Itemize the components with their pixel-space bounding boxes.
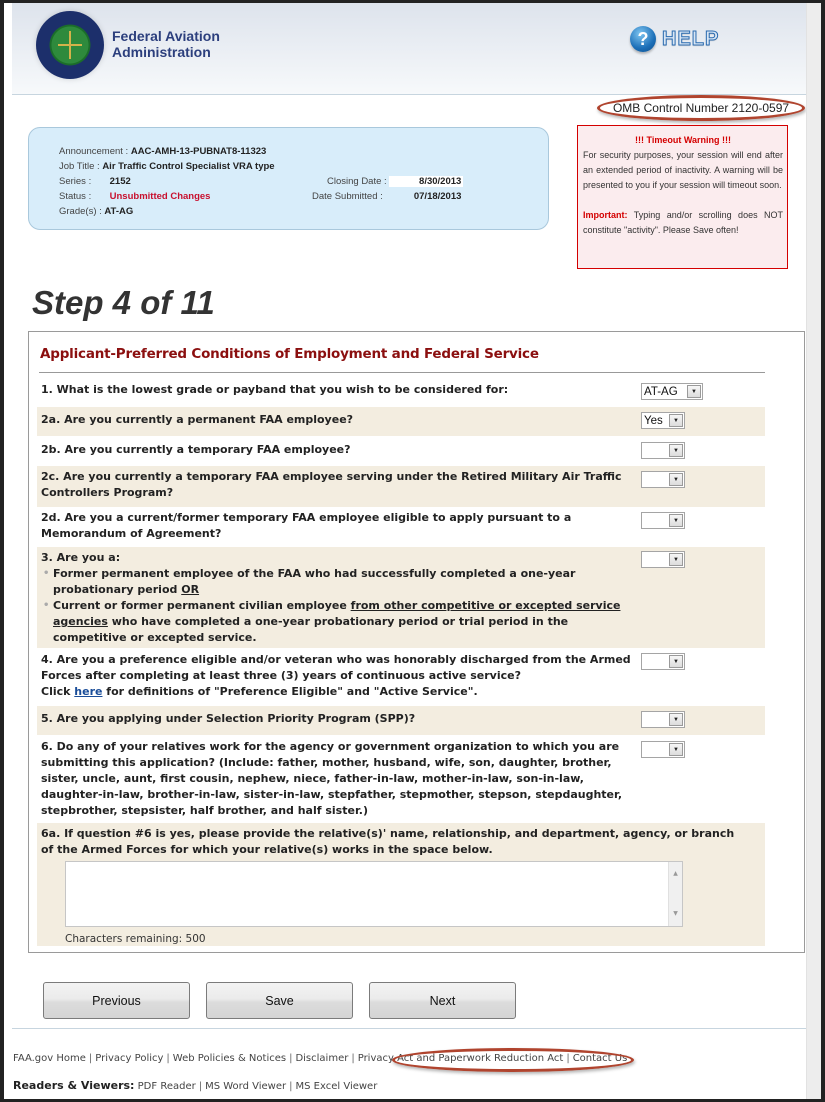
help-label: HELP	[662, 27, 720, 50]
next-button[interactable]: Next	[369, 982, 516, 1019]
question-4-text: 4. Are you a preference eligible and/or veteran who was honorably discharged from the Armed Forces after completing at least three (3) years of continuous active service?	[41, 653, 631, 682]
question-4-row	[37, 649, 765, 706]
question-2c-text: 2c. Are you currently a temporary FAA employee serving under the Retired Military Air Traffic Controllers Program?	[41, 470, 622, 499]
footer-separator: |	[351, 1053, 355, 1064]
question-1-select-value: AT-AG	[644, 385, 678, 398]
chevron-down-icon: ▼	[687, 385, 701, 398]
save-button[interactable]: Save	[206, 982, 353, 1019]
help-button[interactable]	[630, 25, 719, 53]
footer-divider	[12, 1028, 806, 1029]
question-6a-row	[37, 823, 765, 946]
series-value: 2152	[109, 176, 131, 187]
status-value: Unsubmitted Changes	[109, 191, 211, 202]
question-4-select[interactable]	[641, 653, 685, 670]
question-5-row	[37, 706, 765, 735]
announcement-value: AAC-AMH-13-PUBNAT8-11323	[130, 146, 267, 157]
grades-value: AT-AG	[104, 206, 134, 217]
announcement-info-box	[28, 127, 549, 230]
footer-separator: |	[88, 1053, 93, 1064]
agency-name-line1: Federal Aviation	[112, 28, 220, 44]
question-mark-icon: ?	[630, 26, 656, 52]
series-label: Series :	[59, 176, 92, 187]
question-3-options	[41, 566, 631, 646]
footer-link-faa-home[interactable]: FAA.gov Home	[13, 1053, 86, 1064]
footer-separator: |	[566, 1053, 570, 1064]
question-2a-text: 2a. Are you currently a permanent FAA employee?	[41, 413, 354, 426]
date-submitted-value: 07/18/2013	[413, 191, 462, 202]
pdf-reader-link[interactable]: PDF Reader	[137, 1081, 196, 1092]
page-scrollbar[interactable]	[806, 3, 821, 1099]
textarea-scrollbar[interactable]	[668, 862, 682, 926]
scroll-up-arrow-icon[interactable]: ▲	[673, 870, 678, 877]
question-4-click-pre: Click	[41, 685, 75, 698]
question-4-click-line	[41, 684, 631, 700]
timeout-warning	[577, 125, 788, 269]
job-title-value: Air Traffic Control Specialist VRA type	[102, 161, 275, 172]
date-submitted-label: Date Submitted :	[312, 191, 383, 202]
chevron-down-icon: ▼	[669, 444, 683, 457]
question-2c-row	[37, 466, 765, 507]
question-3-option-1-text: Former permanent employee of the FAA who had successfully completed a one-year probationary period	[53, 567, 576, 596]
date-submitted-row	[312, 191, 461, 202]
section-title: Applicant-Preferred Conditions of Employment and Federal Service	[40, 346, 539, 362]
question-2b-row	[37, 436, 765, 466]
footer-link-web-policies[interactable]: Web Policies & Notices	[172, 1053, 287, 1064]
agency-name-line2: Administration	[112, 44, 211, 60]
readers-label: Readers & Viewers:	[13, 1079, 135, 1092]
footer-separator: |	[289, 1081, 293, 1092]
timeout-title: !!! Timeout Warning !!!	[635, 135, 731, 145]
question-6-select[interactable]	[641, 741, 685, 758]
agency-name[interactable]	[112, 28, 220, 60]
chevron-down-icon: ▼	[669, 473, 683, 486]
chevron-down-icon: ▼	[669, 743, 683, 756]
question-2b-select[interactable]	[641, 442, 685, 459]
timeout-important	[583, 208, 783, 238]
step-title: Step 4 of 11	[32, 284, 215, 321]
chevron-down-icon: ▼	[669, 553, 683, 566]
question-3-option-2-underlined: from other competitive or excepted service agencies	[53, 599, 621, 628]
job-title-row	[59, 161, 275, 172]
footer-link-disclaimer[interactable]: Disclaimer	[295, 1053, 349, 1064]
ms-word-viewer-link[interactable]: MS Word Viewer	[205, 1081, 287, 1092]
question-3-text: 3. Are you a:	[41, 551, 121, 564]
question-3-option-2-post: who have completed a one-year probationary period or trial period in the competitive or excepted service.	[53, 615, 569, 644]
timeout-important-label: Important:	[583, 210, 628, 220]
question-3-row	[37, 547, 765, 648]
page	[4, 3, 806, 1099]
preference-eligible-definitions-link[interactable]: here	[74, 685, 103, 698]
footer-separator: |	[289, 1053, 293, 1064]
timeout-body: For security purposes, your session will end after an extended period of inactivity. A warning will be presented to you if your session will timeout soon.	[583, 150, 783, 190]
question-1-select[interactable]	[641, 383, 703, 400]
footer-links	[13, 1053, 627, 1064]
closing-date-value: 8/30/2013	[389, 176, 463, 187]
closing-date-row	[327, 176, 463, 187]
footer-link-privacy-policy[interactable]: Privacy Policy	[95, 1053, 164, 1064]
question-2d-row	[37, 507, 765, 547]
chevron-down-icon: ▼	[669, 514, 683, 527]
question-form	[28, 331, 805, 953]
question-6-text: 6. Do any of your relatives work for the agency or government organization to which you are submitting this application? (Include: father, mother, husband, wife, son, daughter, brother, sister, uncle, aunt, first cousin, nephew, niece, father-in-law, mother-in-law, son-in-law, daughter-in-law, brother-in-law, sister-in-law, stepfather, stepmother, stepson, stepdaughter, stepbrother, stepsister, half brother, and half sister.)	[41, 740, 622, 817]
footer-link-contact-us[interactable]: Contact Us	[572, 1053, 628, 1064]
question-3-option-2-pre: Current or former permanent civilian employee	[53, 599, 351, 612]
ms-excel-viewer-link[interactable]: MS Excel Viewer	[295, 1081, 378, 1092]
question-6-row	[37, 736, 765, 823]
grades-label: Grade(s) :	[59, 206, 102, 217]
footer-separator: |	[166, 1053, 170, 1064]
chevron-down-icon: ▼	[669, 414, 683, 427]
faa-seal-icon[interactable]	[36, 11, 104, 79]
question-6a-text: 6a. If question #6 is yes, please provide the relative(s)' name, relationship, and department, agency, or branch of the Armed Forces for which your relative(s) works in the space below.	[41, 827, 735, 856]
announcement-label: Announcement :	[59, 146, 129, 157]
question-3-select[interactable]	[641, 551, 685, 568]
question-2a-select-value: Yes	[644, 414, 663, 427]
question-2b-text: 2b. Are you currently a temporary FAA employee?	[41, 443, 351, 456]
characters-remaining: Characters remaining: 500	[65, 933, 206, 945]
grades-row	[59, 206, 133, 217]
status-row	[59, 191, 210, 202]
question-2a-row	[37, 407, 765, 436]
previous-button[interactable]: Previous	[43, 982, 190, 1019]
omb-control-number: OMB Control Number 2120-0597	[597, 95, 805, 121]
browser-frame	[4, 3, 821, 1099]
footer-link-privacy-act[interactable]: Privacy Act and Paperwork Reduction Act	[357, 1053, 564, 1064]
status-label: Status :	[59, 191, 92, 202]
question-5-text: 5. Are you applying under Selection Priority Program (SPP)?	[41, 712, 416, 725]
job-title-label: Job Title :	[59, 161, 100, 172]
question-2c-select[interactable]	[641, 471, 685, 488]
footer-separator: |	[198, 1081, 203, 1092]
relatives-details-textarea[interactable]	[65, 861, 683, 927]
series-row	[59, 176, 131, 187]
scroll-down-arrow-icon[interactable]: ▼	[673, 910, 678, 917]
question-3-option-1	[41, 566, 631, 598]
chevron-down-icon: ▼	[669, 713, 683, 726]
site-header	[12, 3, 806, 95]
readers-viewers	[13, 1079, 377, 1092]
question-1-text: 1. What is the lowest grade or payband that you wish to be considered for:	[41, 383, 509, 396]
question-2d-select[interactable]	[641, 512, 685, 529]
question-1-row	[37, 379, 765, 406]
closing-date-label: Closing Date :	[327, 176, 387, 187]
question-4-click-post: for definitions of "Preference Eligible" and "Active Service".	[102, 685, 478, 698]
question-3-option-2	[41, 598, 631, 646]
announcement-row	[59, 146, 266, 157]
chevron-down-icon: ▼	[669, 655, 683, 668]
question-3-or: OR	[181, 583, 200, 596]
timeout-important-body: Typing and/or scrolling does NOT constitute "activity". Please Save often!	[583, 210, 783, 235]
question-5-select[interactable]	[641, 711, 685, 728]
question-2d-text: 2d. Are you a current/former temporary FAA employee eligible to apply pursuant to a Memorandum of Agreement?	[41, 511, 572, 540]
section-divider	[39, 372, 765, 373]
question-2a-select[interactable]	[641, 412, 685, 429]
